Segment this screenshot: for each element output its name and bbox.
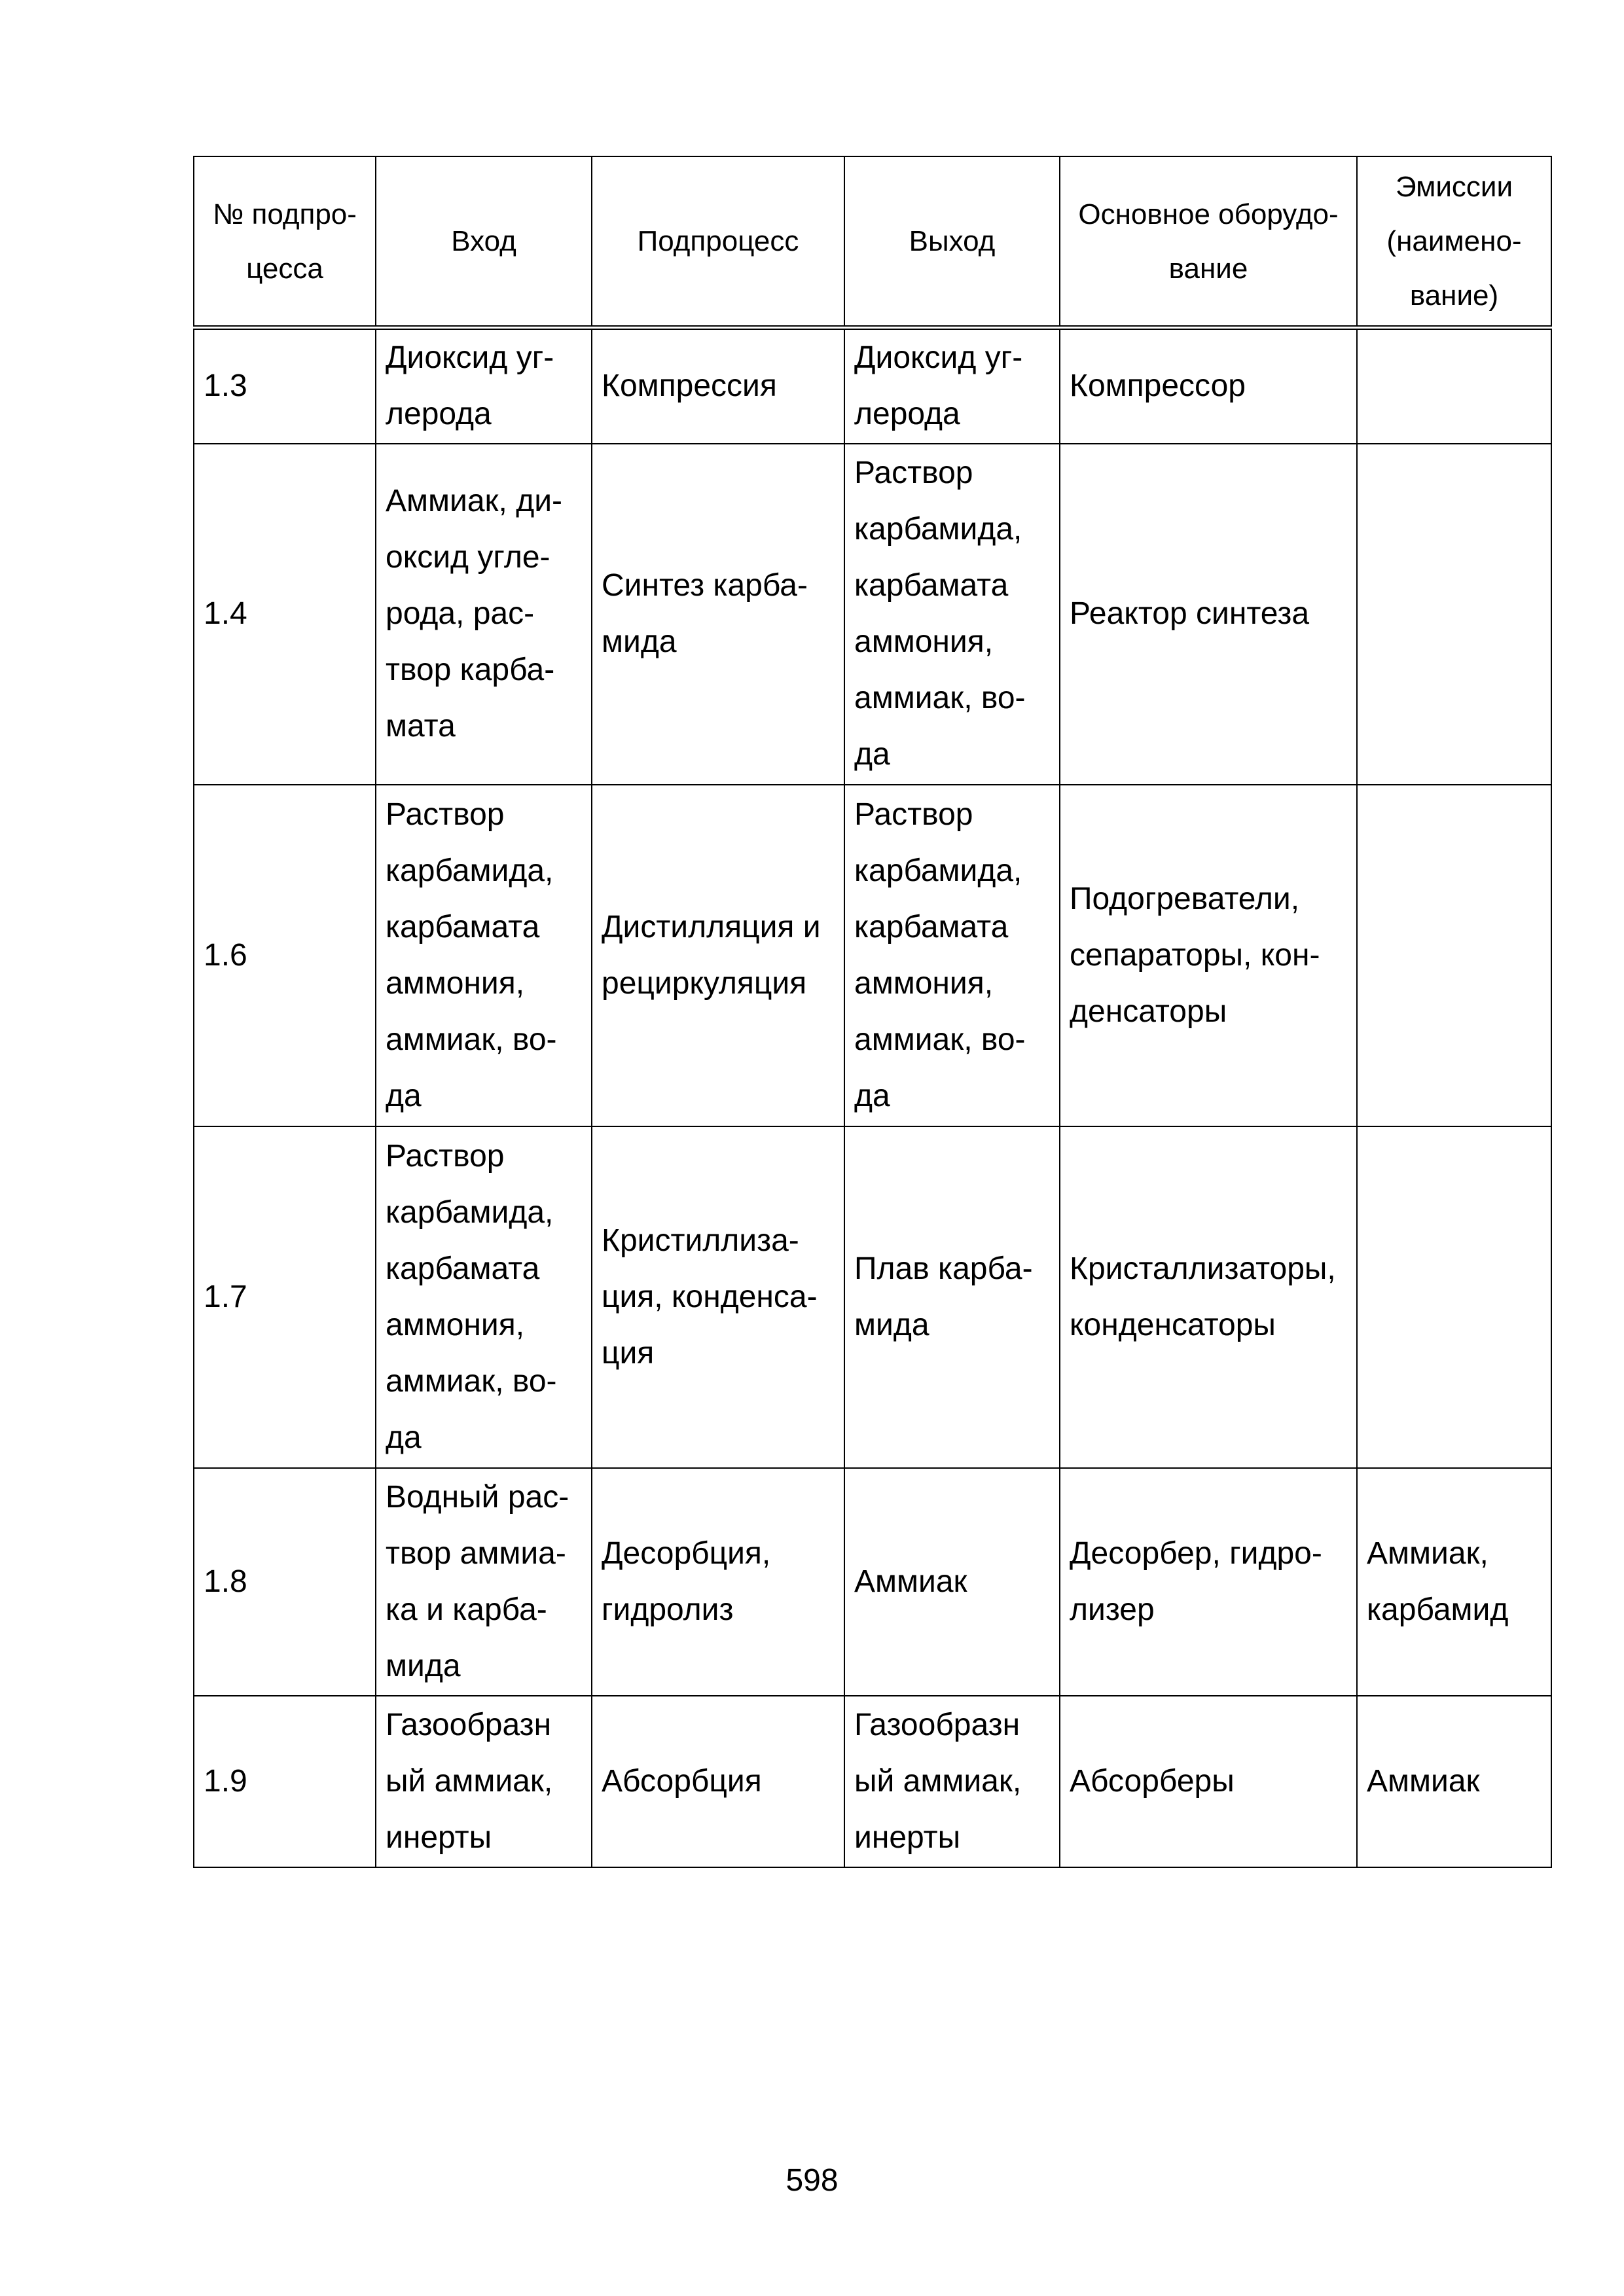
cell-equipment: Десорбер, гидро- лизер [1060, 1468, 1357, 1696]
table-row [194, 444, 1551, 785]
cell-equipment: Абсорберы [1060, 1696, 1357, 1867]
cell-subprocess-number: 1.9 [194, 1696, 376, 1867]
cell-equipment: Кристаллизаторы, конденсаторы [1060, 1126, 1357, 1468]
cell-emissions [1357, 444, 1551, 785]
header-input: Вход [376, 156, 592, 328]
cell-equipment: Компрессор [1060, 328, 1357, 444]
cell-input: Раствор карбамида, карбамата аммония, аммиак, во- да [376, 1126, 592, 1468]
page-number: 598 [785, 2163, 839, 2198]
cell-output: Раствор карбамида, карбамата аммония, аммиак, во- да [844, 785, 1060, 1126]
cell-output: Диоксид уг- лерода [844, 328, 1060, 444]
cell-output: Раствор карбамида, карбамата аммония, аммиак, во- да [844, 444, 1060, 785]
table-row [194, 1696, 1551, 1867]
cell-subprocess: Синтез карба- мида [592, 444, 844, 785]
cell-subprocess-number: 1.3 [194, 328, 376, 444]
cell-emissions: Аммиак, карбамид [1357, 1468, 1551, 1696]
cell-equipment: Реактор синтеза [1060, 444, 1357, 785]
cell-input: Раствор карбамида, карбамата аммония, аммиак, во- да [376, 785, 592, 1126]
header-equipment: Основное оборудо- вание [1060, 156, 1357, 328]
cell-subprocess: Дистилляция и рециркуляция [592, 785, 844, 1126]
header-output: Выход [844, 156, 1060, 328]
cell-input: Аммиак, ди- оксид угле- рода, рас- твор карба- мата [376, 444, 592, 785]
cell-subprocess: Абсорбция [592, 1696, 844, 1867]
cell-emissions [1357, 328, 1551, 444]
cell-output: Плав карба- мида [844, 1126, 1060, 1468]
cell-input: Диоксид уг- лерода [376, 328, 592, 444]
cell-input: Водный рас- твор аммиа- ка и карба- мида [376, 1468, 592, 1696]
header-emissions: Эмиссии (наимено- вание) [1357, 156, 1551, 328]
cell-subprocess: Компрессия [592, 328, 844, 444]
cell-equipment: Подогреватели, сепараторы, кон- денсаторы [1060, 785, 1357, 1126]
cell-emissions [1357, 1126, 1551, 1468]
cell-subprocess-number: 1.7 [194, 1126, 376, 1468]
cell-subprocess: Десорбция, гидролиз [592, 1468, 844, 1696]
table-row [194, 1468, 1551, 1696]
cell-output: Газообразн ый аммиак, инерты [844, 1696, 1060, 1867]
table-row [194, 785, 1551, 1126]
cell-emissions: Аммиак [1357, 1696, 1551, 1867]
table-row [194, 328, 1551, 444]
cell-subprocess: Кристиллиза- ция, конденса- ция [592, 1126, 844, 1468]
cell-subprocess-number: 1.8 [194, 1468, 376, 1696]
cell-input: Газообразн ый аммиак, инерты [376, 1696, 592, 1867]
process-table [193, 156, 1552, 1868]
cell-output: Аммиак [844, 1468, 1060, 1696]
header-row [194, 156, 1551, 328]
table-row [194, 1126, 1551, 1468]
header-subprocess: Подпроцесс [592, 156, 844, 328]
cell-subprocess-number: 1.4 [194, 444, 376, 785]
cell-subprocess-number: 1.6 [194, 785, 376, 1126]
header-subprocess-number: № подпро- цесса [194, 156, 376, 328]
cell-emissions [1357, 785, 1551, 1126]
